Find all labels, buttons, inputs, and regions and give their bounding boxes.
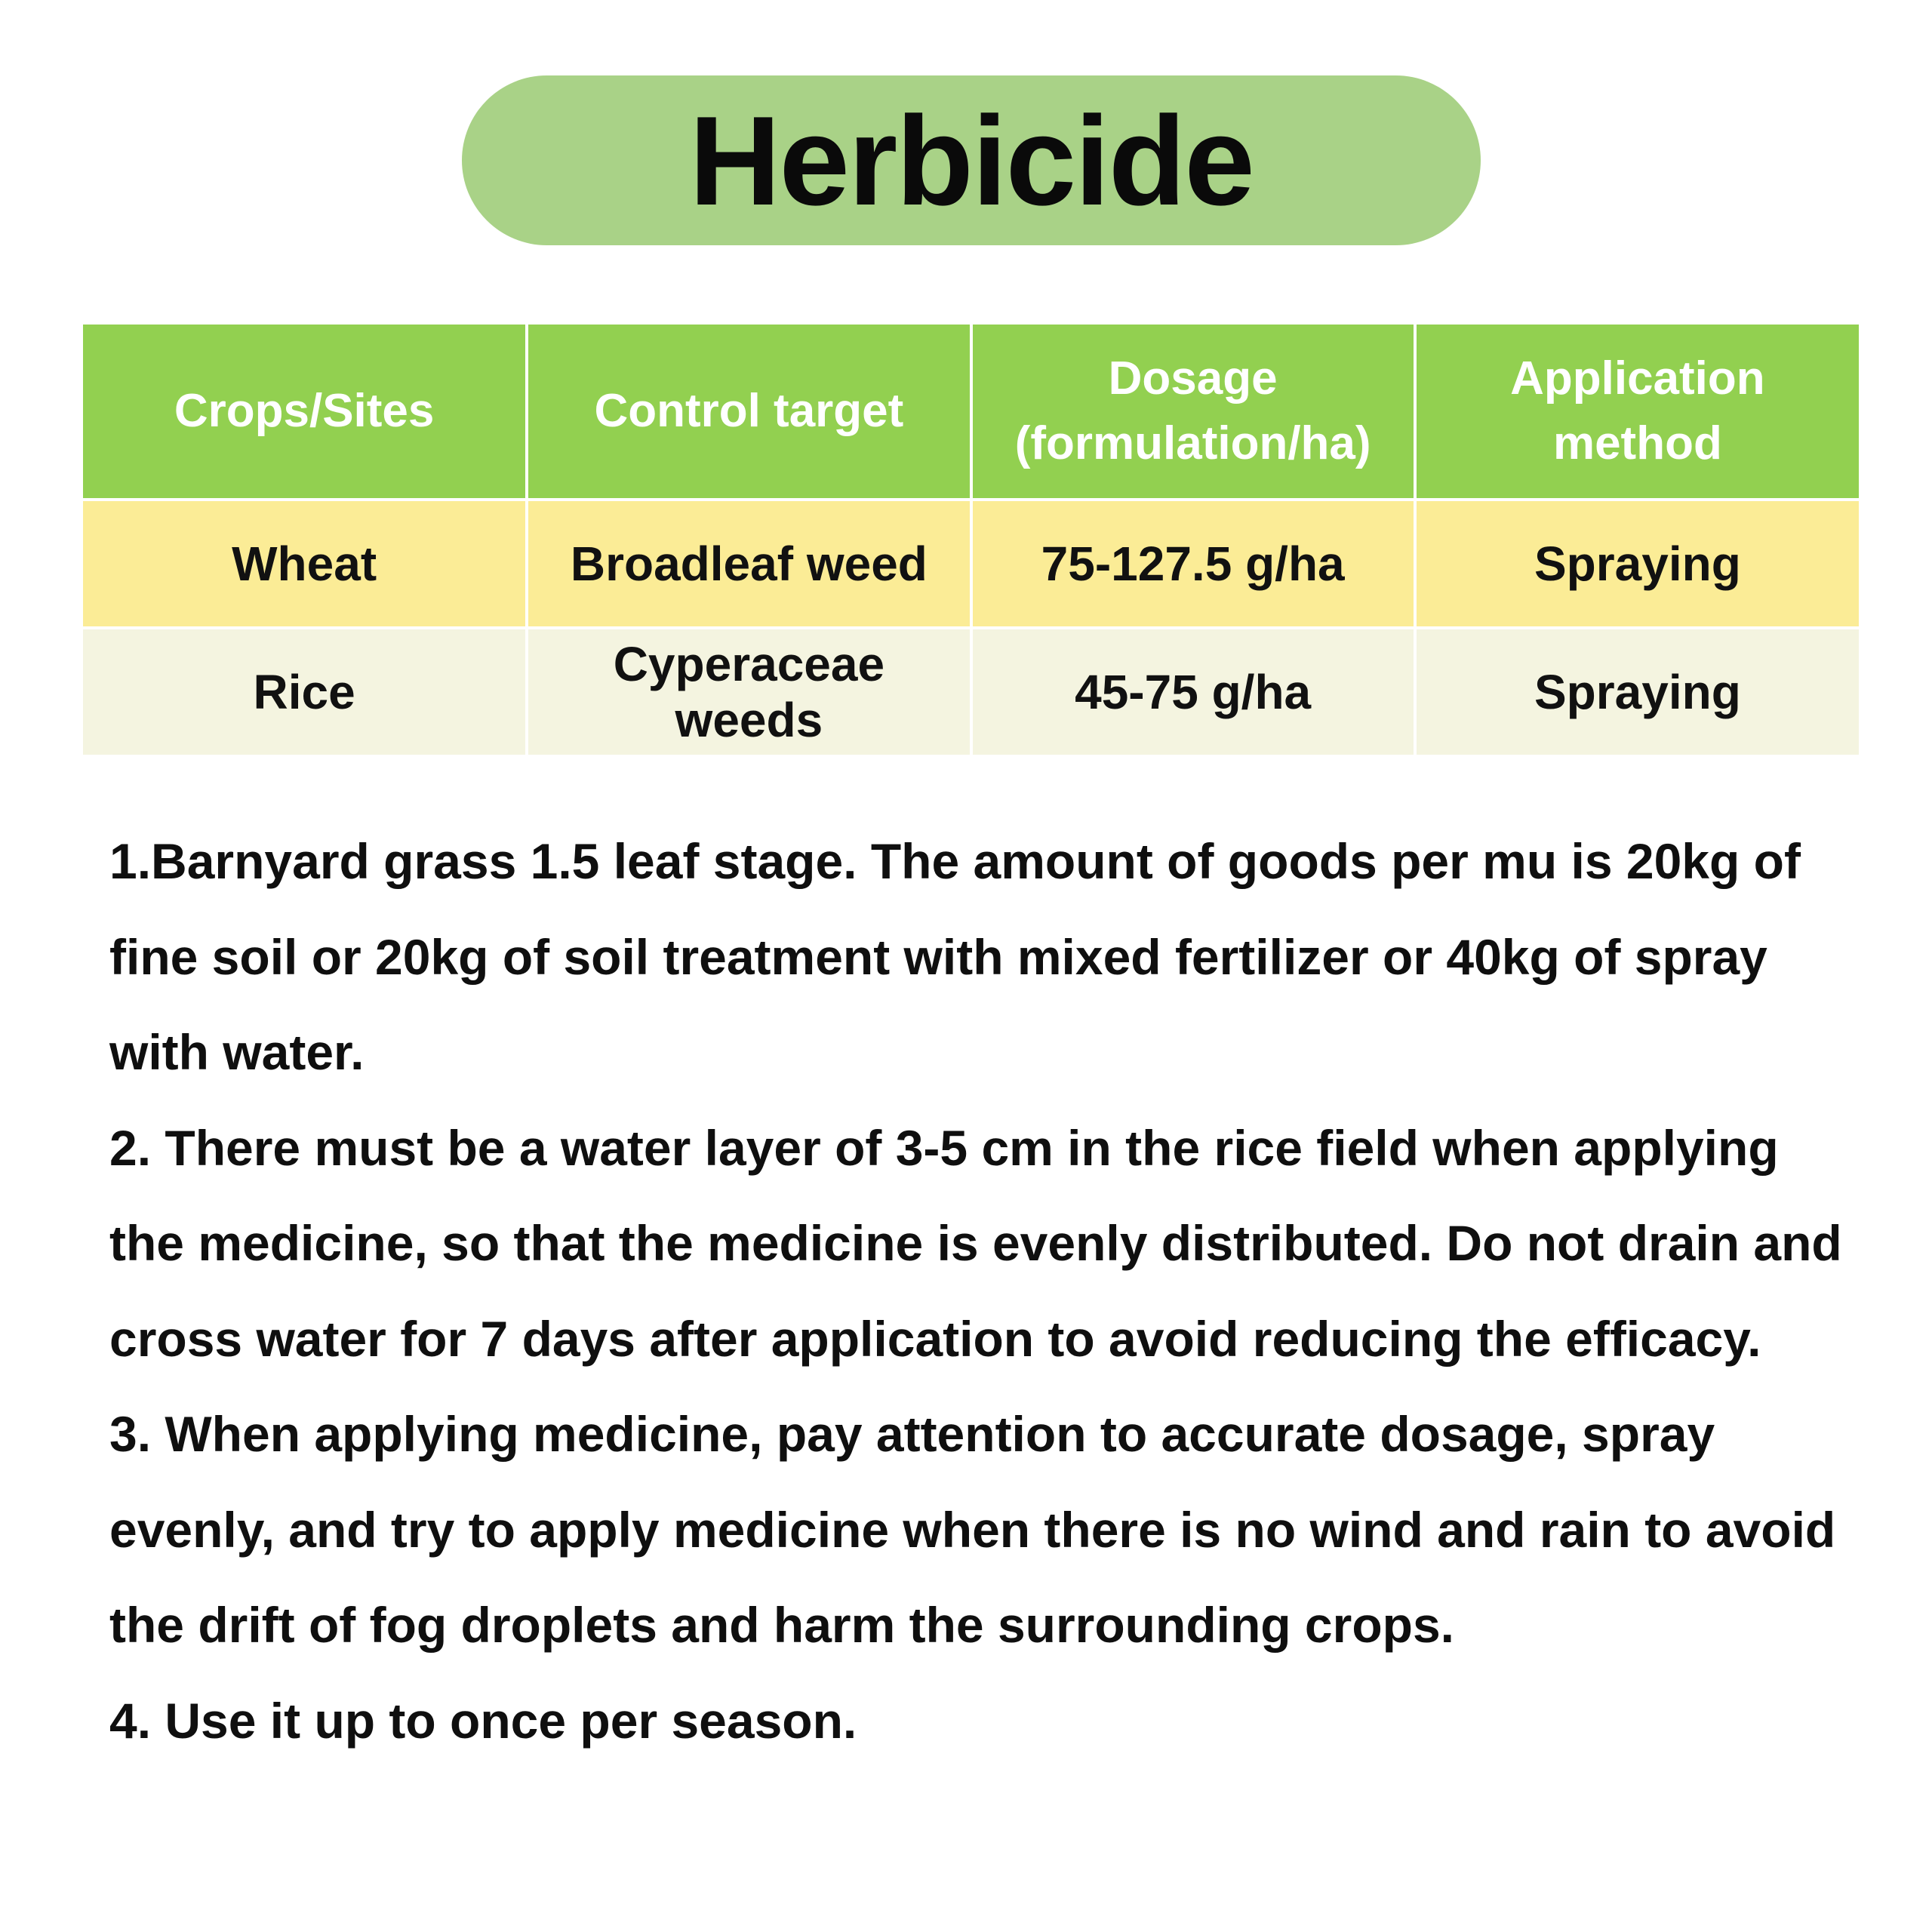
cell-target: Cyperaceae weeds — [527, 628, 971, 756]
table-row — [83, 500, 1859, 628]
table-row — [83, 628, 1859, 756]
cell-dosage: 75-127.5 g/ha — [971, 500, 1415, 628]
header-application-method: Application method — [1415, 325, 1859, 500]
cell-target: Broadleaf weed — [527, 500, 971, 628]
cell-dosage: 45-75 g/ha — [971, 628, 1415, 756]
cell-method: Spraying — [1415, 628, 1859, 756]
cell-method: Spraying — [1415, 500, 1859, 628]
table-header-row — [83, 325, 1859, 500]
header-control-target: Control target — [527, 325, 971, 500]
note-item: 4. Use it up to once per season. — [109, 1692, 857, 1749]
cell-crop: Wheat — [83, 500, 527, 628]
usage-notes — [109, 814, 1845, 1768]
title-banner — [462, 75, 1481, 245]
header-dosage: Dosage (formulation/ha) — [971, 325, 1415, 500]
cell-crop: Rice — [83, 628, 527, 756]
note-item: 2. There must be a water layer of 3-5 cm in the rice field when applying the medicine, so that the medicine is evenly distributed. Do not drain and cross water for 7 days after application to avoid reducing the efficacy. — [109, 1119, 1842, 1367]
usage-table — [83, 325, 1859, 758]
note-item: 1.Barnyard grass 1.5 leaf stage. The amount of goods per mu is 20kg of fine soil or 20kg of soil treatment with mixed fertilizer or 40kg of spray with water. — [109, 833, 1801, 1080]
note-item: 3. When applying medicine, pay attention to accurate dosage, spray evenly, and try to apply medicine when there is no wind and rain to avoid the drift of fog droplets and harm the surrounding crops. — [109, 1406, 1836, 1653]
page-title: Herbicide — [689, 89, 1254, 232]
header-crops-sites: Crops/Sites — [83, 325, 527, 500]
